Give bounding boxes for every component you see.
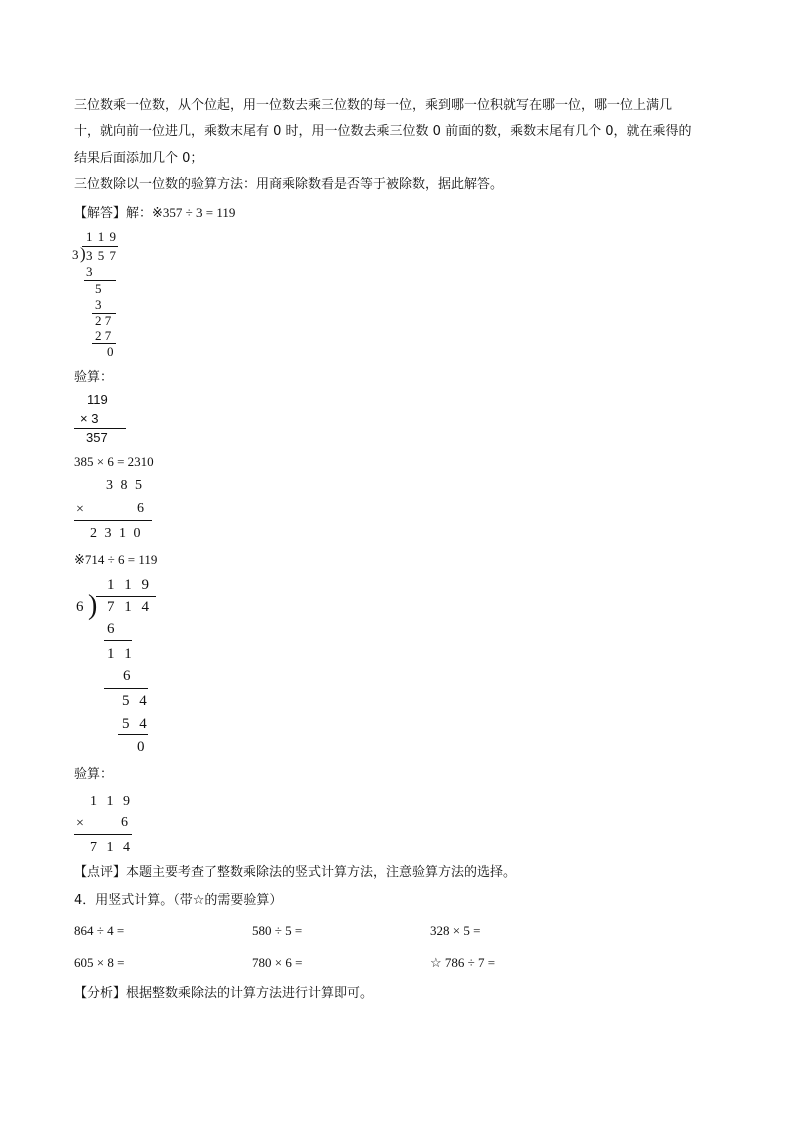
dividend: 7 1 4 [107, 599, 152, 615]
check-label: 验算： [74, 370, 114, 385]
step: 3 [86, 264, 93, 279]
mul-result: 2 3 1 0 [90, 526, 143, 541]
intro-line-4: 三位数除以一位数的验算方法：用商乘除数看是否等于被除数，据此解答。 [74, 177, 504, 192]
step: 5 4 [122, 693, 150, 709]
comment-text: 本题主要考查了整数乘除法的竖式计算方法，注意验算方法的选择。 [126, 865, 517, 880]
eq3-prefix: ※ [74, 553, 85, 568]
problem-780-times-6: 780 × 6 = [252, 955, 303, 970]
check-multiplier: 6 [121, 815, 128, 830]
check-rule [74, 834, 132, 835]
analysis [74, 986, 373, 1002]
answer-header [74, 205, 235, 222]
quotient: 1 1 9 [86, 229, 117, 244]
question-4-title: 4．用竖式计算。（带☆的需要验算） [74, 893, 283, 908]
mul-multiplier: 6 [137, 501, 144, 516]
check-result: 7 1 4 [90, 840, 133, 855]
step: 3 [95, 297, 102, 312]
division-bracket: ) [80, 244, 86, 263]
problem-580-div-5: 580 ÷ 5 = [252, 923, 303, 938]
mul-sign: × [76, 502, 84, 517]
step: 5 [95, 281, 102, 296]
step: 0 [107, 344, 114, 359]
divisor: 3 [72, 247, 79, 262]
division-bar [82, 246, 118, 247]
step: 0 [137, 739, 145, 755]
quotient: 1 1 9 [107, 577, 152, 593]
problem-864-div-4: 864 ÷ 4 = [74, 923, 125, 938]
problem-786-div-7: ☆ 786 ÷ 7 = [430, 955, 496, 970]
mul-top: 3 8 5 [106, 478, 144, 493]
eq3-text: 714 ÷ 6 = 119 [84, 552, 158, 567]
equation-714-div-6 [74, 552, 157, 569]
division-bar [96, 596, 156, 597]
check-label: 验算： [74, 767, 114, 782]
check-result: 357 [86, 430, 108, 445]
intro-line-2: 十，就向前一位进几，乘数末尾有 0 时，用一位数去乘三位数 0 前面的数，乘数末尾有几个 0，就在乘得的 [74, 124, 692, 139]
intro-line-1: 三位数乘一位数，从个位起，用一位数去乘三位数的每一位，乘到哪一位积就写在哪一位，哪一位上满几 [74, 98, 673, 113]
step-rule [118, 734, 148, 735]
answer-prefix: 解：※ [126, 206, 163, 221]
equation-357-div-3: 357 ÷ 3 = 119 [162, 205, 236, 220]
step: 2 7 [95, 328, 112, 343]
check-sign: × [76, 816, 84, 831]
intro-line-3: 结果后面添加几个 0； [74, 151, 204, 166]
division-bracket: ) [88, 590, 98, 621]
problem-605-times-8: 605 × 8 = [74, 955, 125, 970]
answer-label: 【解答】 [74, 206, 127, 221]
equation-385-times-6: 385 × 6 = 2310 [74, 454, 154, 469]
comment-label: 【点评】 [74, 865, 127, 880]
analysis-text: 根据整数乘除法的计算方法进行计算即可。 [126, 986, 374, 1001]
step: 2 7 [95, 313, 112, 328]
step: 1 1 [107, 646, 135, 662]
dividend: 3 5 7 [86, 248, 117, 263]
check-times: × 3 [80, 411, 99, 426]
check-top: 1 1 9 [90, 794, 133, 809]
divisor: 6 [76, 599, 84, 615]
check-rule [74, 428, 126, 429]
step: 6 [123, 668, 131, 684]
step-rule [104, 688, 148, 689]
step: 5 4 [122, 716, 150, 732]
check-top: 119 [87, 392, 108, 407]
step: 6 [107, 621, 115, 637]
comment [74, 865, 516, 881]
problem-328-times-5: 328 × 5 = [430, 923, 481, 938]
analysis-label: 【分析】 [74, 986, 127, 1001]
mul-rule [74, 520, 152, 521]
step-rule [104, 640, 132, 641]
